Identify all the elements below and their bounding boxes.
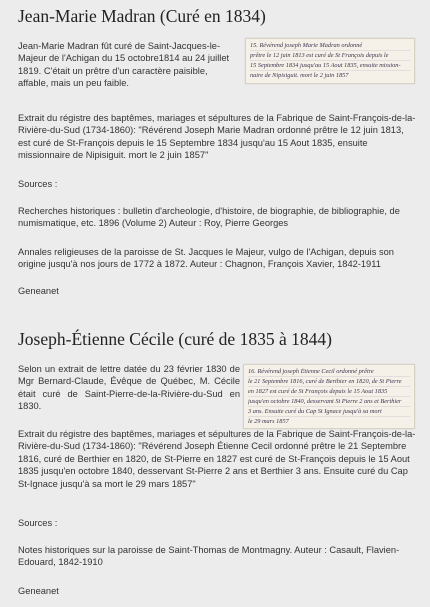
sources-label: Sources : <box>18 179 58 189</box>
source-item: Geneanet <box>18 286 59 296</box>
scan-line: en 1827 est curé de St François depuis le 15 Aout 1835 <box>248 388 388 395</box>
scan-line: 15. Révérend joseph Marie Madran ordonné <box>250 42 363 49</box>
registry-paragraph: Extrait du régistre des baptêmes, mariages et sépultures de la Fabrique de Saint-François-de-la-Rivière-du-Sud (1734-1860): "Révérend Joseph Étienne Cecil ordonné prêtre le 21 Septembre 1816, curé de Berthier en 1820, de St-Pierre en 1827 est curé de St-François depuis le 15 Aout 1835 jusqu'en octobre 1840, desservant St-Pierre 2 ans et Berthier 3 ans. Ensuite curé du Cap St-Ignace jusqu'à sa mort le 29 mars 1857" <box>18 429 416 489</box>
scan-line: 15 Septembre 1834 jusqu'au 15 Aout 1835, ensuite mission- <box>250 62 401 69</box>
scan-line: prêtre le 12 juin 1813 est curé de St François depuis le <box>250 52 389 59</box>
register-scan-image <box>243 364 415 429</box>
intro-paragraph: Selon un extrait de lettre datée du 23 février 1830 de Mgr Bernard-Claude, Évêque de Québec, M. Cécile était curé de Saint-Pierre-de-la-Rivière-du-Sud en 1830. <box>18 364 240 412</box>
scan-line: jusqu'en octobre 1840, desservant St Pierre 2 ans et Berthier <box>248 398 402 405</box>
section-title: Jean-Marie Madran (Curé en 1834) <box>18 6 266 26</box>
registry-paragraph: Extrait du régistre des baptêmes, mariages et sépultures de la Fabrique de Saint-François-de-la-Rivière-du-Sud (1734-1860): "Révérend Joseph Marie Madran ordonné prêtre le 12 juin 1813, est curé de St-François depuis le 15 Septembre 1834 jusqu'au 15 Aout 1835, ensuite missionnaire de Nipisiguit. mort le 2 juin 1857" <box>18 113 416 161</box>
register-scan-image <box>245 38 415 84</box>
source-item: Recherches historiques : bulletin d'archeologie, d'histoire, de biographie, de bibliographie, de numismatique, etc. 1896 (Volume 2) Auteur : Roy, Pierre Georges <box>18 206 400 229</box>
source-item: Geneanet <box>18 586 59 596</box>
scan-line: le 21 Septembre 1816, curé de Berthier en 1820, de St Pierre <box>248 378 402 385</box>
source-item: Notes historiques sur la paroisse de Saint-Thomas de Montmagny. Auteur : Casault, Flavien-Edouard, 1842-1910 <box>18 545 400 568</box>
scan-line: naire de Nipisiguit. mort le 2 juin 1857 <box>250 72 349 79</box>
intro-paragraph: Jean-Marie Madran fût curé de Saint-Jacques-le-Majeur de l'Achigan du 15 octobre1814 au 24 juillet 1819. C'était un prêtre d'un caractère paisible, affable, mais un peu faible. <box>18 41 230 89</box>
scan-line: 16. Révérend joseph Étienne Cecil ordonné prêtre <box>248 368 374 375</box>
sources-label: Sources : <box>18 518 58 528</box>
scan-line: le 29 mars 1857 <box>248 418 289 425</box>
section-title: Joseph-Étienne Cécile (curé de 1835 à 1844) <box>18 329 332 349</box>
source-item: Annales religieuses de la paroisse de St. Jacques le Majeur, vulgo de l'Achigan, depuis son origine jusqu'à nos jours de 1772 à 1872. Auteur : Chagnon, François Xavier, 1842-1911 <box>18 247 394 270</box>
scan-line: 3 ans. Ensuite curé du Cap St Ignace jusqu'à sa mort <box>248 408 382 415</box>
